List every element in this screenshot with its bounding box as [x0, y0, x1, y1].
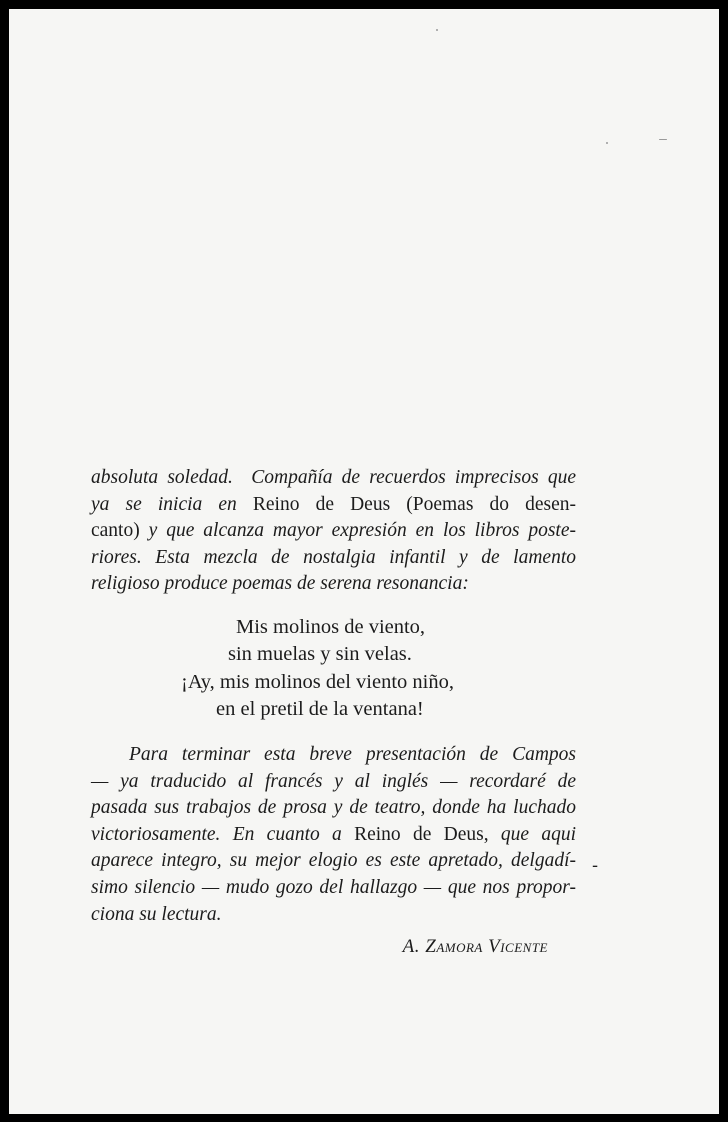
verse-quote [91, 614, 576, 724]
paper-speck [659, 139, 667, 140]
text-block [91, 465, 576, 961]
paragraph-closing [91, 742, 576, 928]
text-line: Para terminar esta breve presentación de Campos [129, 743, 576, 765]
text-line: simo silencio — mudo gozo del hallazgo — que nos propor- [91, 876, 576, 898]
verse-line: sin muelas y sin velas. [228, 643, 412, 666]
text-line: religioso produce poemas de serena resonancia: [91, 573, 469, 595]
paper-speck [606, 142, 608, 144]
text-line: canto) y que alcanza mayor expresión en los libros poste- [91, 520, 576, 542]
text-line: absoluta soledad. Compañía de recuerdos imprecisos que [91, 467, 577, 488]
paper-speck [436, 29, 438, 31]
author-signature: A. Zamora Vicente [402, 936, 548, 958]
text-line: victoriosamente. En cuanto a Reino de Deus, que aqui [91, 823, 577, 845]
text-line: ciona su lectura. [91, 903, 222, 925]
book-page [9, 9, 719, 1114]
text-line: pasada sus trabajos de prosa y de teatro, donde ha luchado [91, 797, 576, 819]
verse-line: Mis molinos de viento, [236, 615, 426, 638]
text-line: riores. Esta mezcla de nostalgia infantil y de lamento [91, 546, 576, 568]
verse-line: ¡Ay, mis molinos del viento niño, [181, 670, 454, 693]
text-line: ya se inicia en Reino de Deus (Poemas do desen- [91, 493, 577, 515]
text-line: — ya traducido al francés y al inglés — recordaré de [91, 770, 576, 792]
verse-line: en el pretil de la ventana! [216, 698, 424, 721]
text-line: aparece integro, su mejor elogio es este apretado, delgadí- [91, 850, 576, 872]
paragraph-intro [91, 465, 576, 598]
margin-mark: - [592, 855, 599, 876]
